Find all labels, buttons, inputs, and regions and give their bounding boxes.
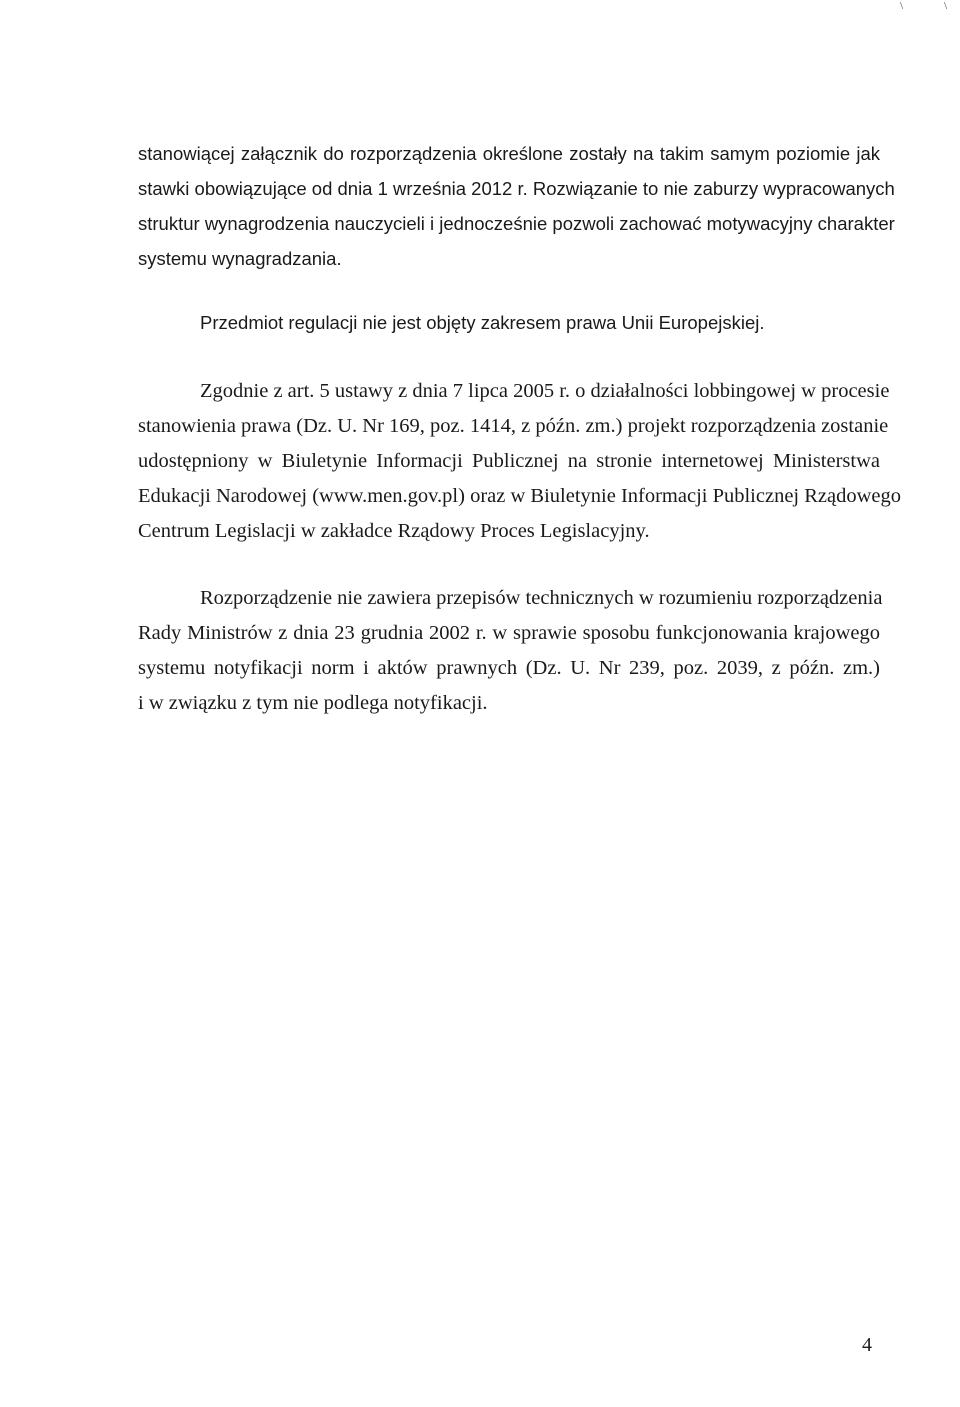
- text-line: Edukacji Narodowej (www.men.gov.pl) oraz w Biuletynie Informacji Publicznej Rządowego: [138, 485, 902, 507]
- text-line: Zgodnie z art. 5 ustawy z dnia 7 lipca 2005 r. o działalności lobbingowej w procesie: [200, 380, 890, 402]
- text-line: struktur wynagrodzenia nauczycieli i jednocześnie pozwoli zachować motywacyjny charakter: [138, 213, 895, 234]
- text-line: systemu wynagradzania.: [138, 248, 342, 269]
- paragraph-salary-rates: [138, 136, 895, 276]
- text-line: i w związku z tym nie podlega notyfikacji.: [138, 692, 488, 714]
- paragraph-eu-law: [200, 305, 765, 340]
- paragraph-lobbying: [138, 374, 902, 549]
- page-number: 4: [862, 1334, 872, 1356]
- scan-artifact-mark: \: [900, 0, 904, 12]
- paragraph-notification: [138, 581, 883, 721]
- text-line: Rady Ministrów z dnia 23 grudnia 2002 r. w sprawie sposobu funkcjonowania krajowego: [138, 622, 880, 644]
- text-line: stanowiącej załącznik do rozporządzenia określone zostały na takim samym poziomie jak: [138, 143, 880, 164]
- text-line: Przedmiot regulacji nie jest objęty zakresem prawa Unii Europejskiej.: [200, 312, 765, 333]
- scan-artifact-mark: \: [944, 0, 948, 12]
- text-line: systemu notyfikacji norm i aktów prawnych (Dz. U. Nr 239, poz. 2039, z późn. zm.): [138, 657, 880, 679]
- text-line: Rozporządzenie nie zawiera przepisów technicznych w rozumieniu rozporządzenia: [200, 587, 883, 609]
- text-line: stanowienia prawa (Dz. U. Nr 169, poz. 1414, z późn. zm.) projekt rozporządzenia zostanie: [138, 415, 889, 437]
- text-line: stawki obowiązujące od dnia 1 września 2012 r. Rozwiązanie to nie zaburzy wypracowanych: [138, 178, 895, 199]
- text-line: udostępniony w Biuletynie Informacji Publicznej na stronie internetowej Ministerstwa: [138, 450, 880, 472]
- text-line: Centrum Legislacji w zakładce Rządowy Proces Legislacyjny.: [138, 520, 650, 542]
